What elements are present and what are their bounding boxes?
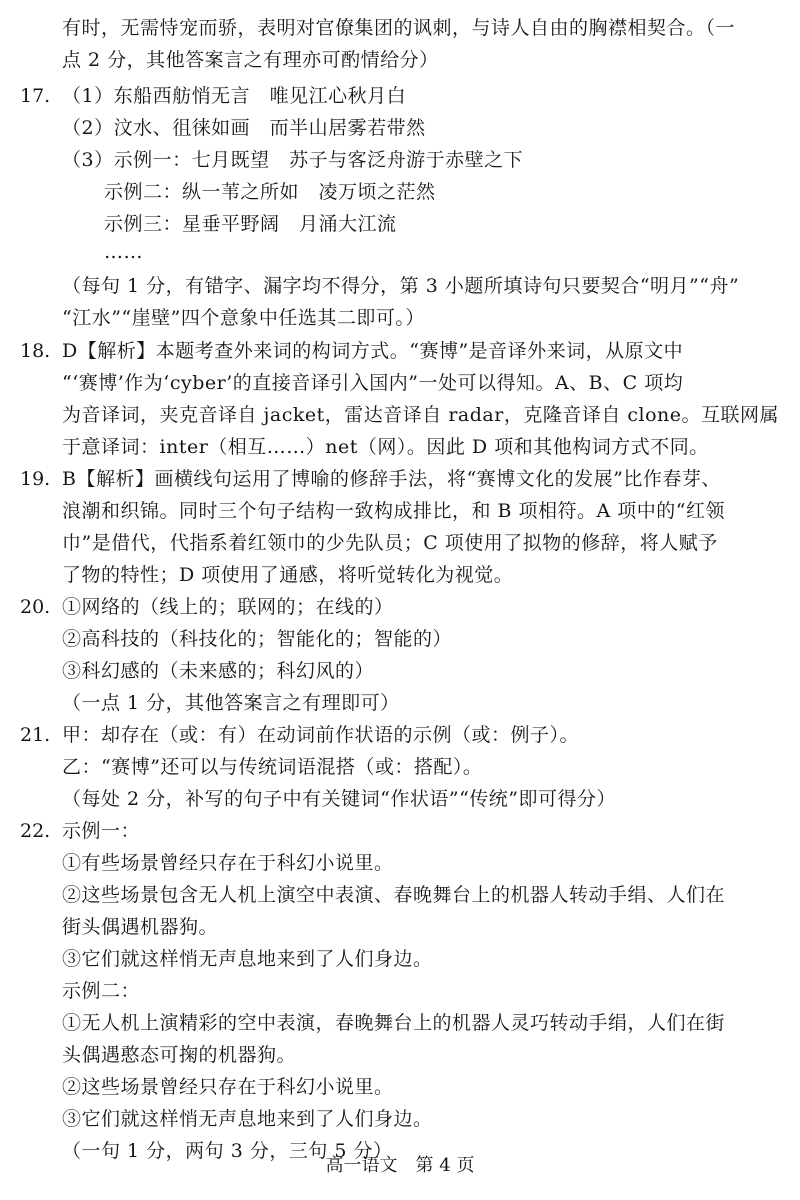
text-line: B【解析】画横线句运用了博喻的修辞手法，将“赛博文化的发展”比作春芽、 — [62, 468, 721, 490]
text-line: “江水”“崖壁”四个意象中任选其二即可。） — [62, 307, 425, 329]
page-footer: 高一语文 第 4 页 — [325, 1155, 475, 1176]
text-line: （一句 1 分，两句 3 分，三句 5 分） — [62, 1140, 393, 1162]
text-line: ①无人机上演精彩的空中表演，春晚舞台上的机器人灵巧转动手绢，人们在街 — [62, 1012, 726, 1034]
text-line: ②这些场景曾经只存在于科幻小说里。 — [62, 1076, 394, 1098]
question-number-18: 18. — [20, 340, 51, 362]
text-line: （每处 2 分，补写的句子中有关键词“作状语”“传统”即可得分） — [62, 788, 617, 810]
question-number-20: 20. — [20, 596, 51, 618]
text-line: D【解析】本题考查外来词的构词方式。“赛博”是音译外来词，从原文中 — [62, 340, 684, 362]
text-line: 头偶遇憨态可掬的机器狗。 — [62, 1044, 297, 1066]
question-number-22: 22. — [20, 820, 51, 842]
text-line: ③科幻感的（未来感的；科幻风的） — [62, 660, 375, 682]
text-line: ①有些场景曾经只存在于科幻小说里。 — [62, 852, 394, 874]
text-line: 点 2 分，其他答案言之有理亦可酌情给分） — [62, 49, 439, 71]
text-line: “‘赛博’作为‘cyber’的直接音译引入国内”一处可以得知。A、B、C 项均 — [62, 372, 684, 394]
text-line: ③它们就这样悄无声息地来到了人们身边。 — [62, 1108, 433, 1130]
text-line: ②高科技的（科技化的；智能化的；智能的） — [62, 628, 453, 650]
text-line: 街头偶遇机器狗。 — [62, 916, 219, 938]
text-line: 为音译词，夹克音译自 jacket，雷达音译自 radar，克隆音译自 clone。互联网属 — [62, 404, 779, 426]
text-line: 示例一： — [62, 820, 141, 842]
text-line: 示例二： — [62, 980, 141, 1002]
text-line: 示例二：纵一苇之所如 凌万顷之茫然 — [104, 181, 436, 203]
text-line: 巾”是借代，代指系着红领巾的少先队员；C 项使用了拟物的修辞，将人赋予 — [62, 532, 718, 554]
text-line: 浪潮和织锦。同时三个句子结构一致构成排比，和 B 项相符。A 项中的“红领 — [62, 500, 726, 522]
text-line: ①网络的（线上的；联网的；在线的） — [62, 596, 394, 618]
text-line: …… — [104, 241, 143, 263]
question-number-17: 17. — [20, 85, 51, 107]
text-line: ③它们就这样悄无声息地来到了人们身边。 — [62, 948, 433, 970]
question-number-21: 21. — [20, 724, 51, 746]
text-line: 了物的特性；D 项使用了通感，将听觉转化为视觉。 — [62, 564, 514, 586]
text-line: 甲：却存在（或：有）在动词前作状语的示例（或：例子）。 — [62, 724, 580, 746]
text-line: （一点 1 分，其他答案言之有理即可） — [62, 692, 400, 714]
text-line: 示例三：星垂平野阔 月涌大江流 — [104, 213, 397, 235]
question-number-19: 19. — [20, 468, 51, 490]
text-line: （2）汶水、徂徕如画 而半山居雾若带然 — [62, 117, 426, 139]
text-line: 乙：“赛博”还可以与传统词语混搭（或：搭配）。 — [62, 756, 483, 778]
text-line: （3）示例一：七月既望 苏子与客泛舟游于赤壁之下 — [62, 149, 524, 171]
text-line: （1）东船西舫悄无言 唯见江心秋月白 — [62, 85, 407, 107]
text-line: 于意译词：inter（相互……）net（网）。因此 D 项和其他构词方式不同。 — [62, 436, 709, 458]
text-line: ②这些场景包含无人机上演空中表演、春晚舞台上的机器人转动手绢、人们在 — [62, 884, 726, 906]
text-line: 有时，无需恃宠而骄，表明对官僚集团的讽刺，与诗人自由的胸襟相契合。（一 — [62, 17, 736, 39]
text-line: （每句 1 分，有错字、漏字均不得分，第 3 小题所填诗句只要契合“明月”“舟” — [62, 275, 740, 297]
